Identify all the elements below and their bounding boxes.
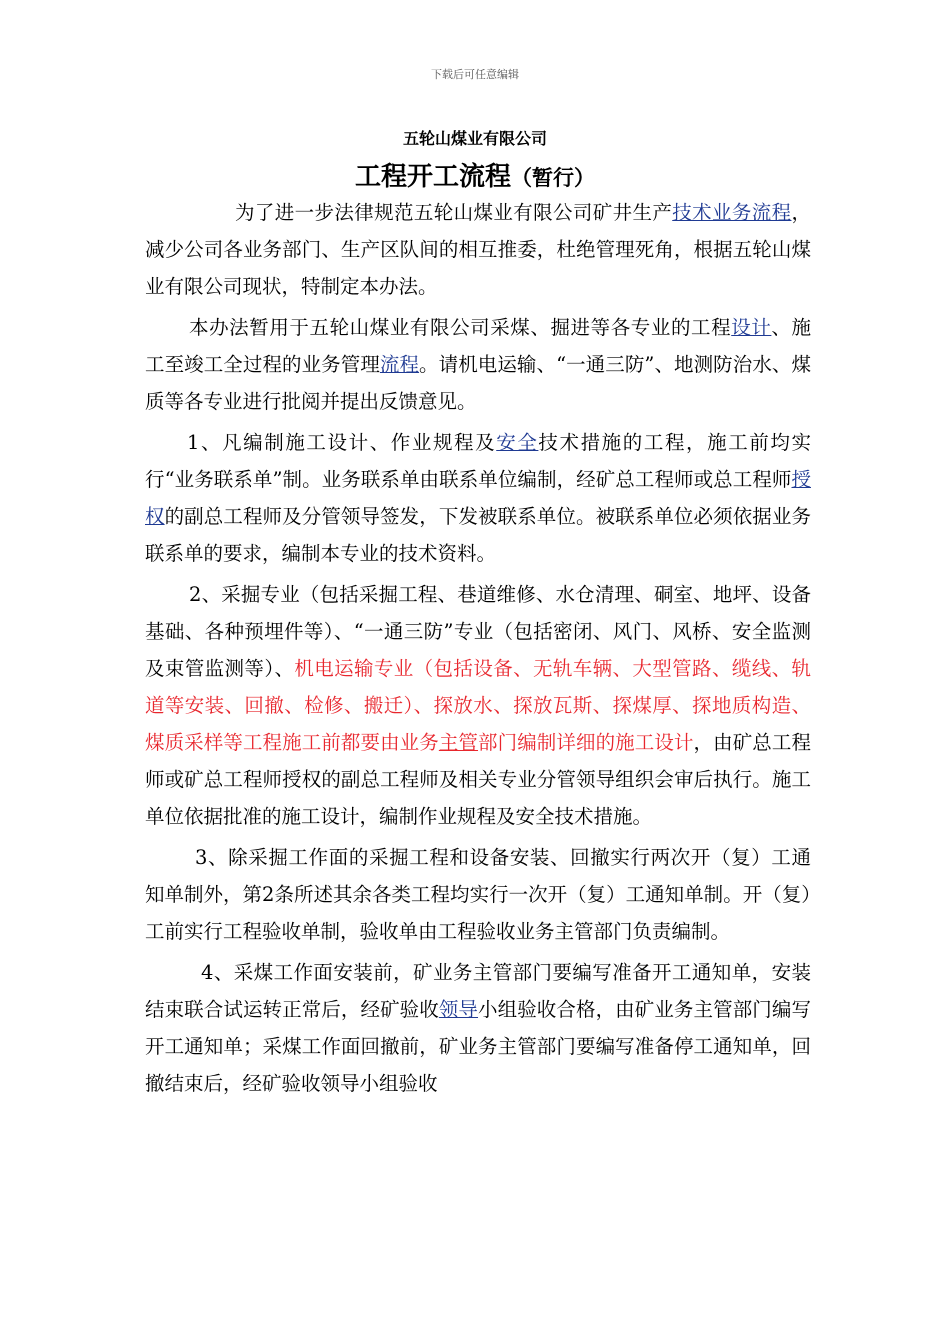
text-run: 技术措施的工程，施工前均实行“业务联系单”制。业务联系单由联系单位编制，经矿总工程师或总工程师 — [145, 431, 811, 491]
text-run: 本办法暂用于五轮山煤业有限公司采煤、掘进等各专业的工程 — [189, 316, 732, 339]
text-run: ，减少公司各业务部门、生产区队间的相互推委，杜绝管理死角，根据五轮山煤业有限公司现状，特制定本办法。 — [145, 201, 811, 298]
company-name: 五轮山煤业有限公司 — [402, 129, 547, 148]
link-safety[interactable]: 安全 — [496, 431, 539, 454]
text-run: ，由矿总工程师或矿总工程师授权的副总工程师及相关专业分管领导组织会审后执行。施工单位依据批准的施工设计，编制作业规程及安全技术措施。 — [145, 731, 811, 828]
text-run: 。请机电运输、“一通三防”、地测防治水、煤质等各专业进行批阅并提出反馈意见。 — [145, 353, 811, 413]
document-body — [145, 194, 811, 1106]
download-note: 下载后可任意编辑 — [431, 68, 519, 81]
text-run: 4、采煤工作面安装前，矿业务主管部门要编写准备开工通知单，安装结束联合试运转正常后，经矿验收 — [145, 961, 811, 1021]
text-run: 为了进一步法律规范五轮山煤业有限公司矿井生产 — [235, 201, 673, 224]
text-run: 的副总工程师及分管领导签发，下发被联系单位。被联系单位必须依据业务联系单的要求，编制本专业的技术资料。 — [145, 505, 811, 565]
text-run: 1、凡编制施工设计、作业规程及 — [187, 431, 497, 454]
paragraph-purpose — [145, 194, 811, 305]
text-run: 小组验收合格，由矿业务主管部门编写开工通知单；采煤工作面回撤前，矿业务主管部门要编写准备停工通知单，回撤结束后，经矿验收领导小组验收 — [145, 998, 811, 1095]
link-leadership[interactable]: 领导 — [438, 998, 479, 1021]
paragraph-item-4 — [145, 954, 811, 1102]
document-title — [0, 156, 950, 193]
paragraph-scope — [145, 309, 811, 420]
title-sub: （暂行） — [511, 166, 595, 190]
link-process[interactable]: 流程 — [379, 353, 420, 376]
highlighted-text: 机电运输专业（包括设备、无轨车辆、大型管路、缆线、轨道等安装、回撤、检修、搬迁）、探放水、探放瓦斯、探煤厚、探地质构造、煤质采样等工程施工前都要由业务 — [145, 657, 811, 754]
text-run: 3、除采掘工作面的采掘工程和设备安装、回撤实行两次开（复）工通知单制外，第2条所述其余各类工程均实行一次开（复）工通知单制。开（复）工前实行工程验收单制，验收单由工程验收业务主管部门负责编制。 — [145, 846, 811, 943]
paragraph-item-3 — [145, 839, 811, 950]
paragraph-item-1 — [145, 424, 811, 572]
link-business-process[interactable]: 技术业务流程 — [672, 201, 792, 224]
title-main: 工程开工流程 — [354, 162, 511, 192]
text-run: 2、采掘专业（包括采掘工程、巷道维修、水仓清理、硐室、地坪、设备基础、各种预埋件等）、“一通三防”专业（包括密闭、风门、风桥、安全监测及束管监测等）、 — [145, 583, 811, 680]
highlighted-text: 部门编制详细的施工设计 — [478, 731, 694, 754]
link-authorization[interactable]: 授权 — [145, 468, 811, 528]
link-supervisor[interactable]: 主管 — [438, 731, 479, 754]
link-design[interactable]: 设计 — [731, 316, 772, 339]
paragraph-item-2 — [145, 576, 811, 835]
text-run: 、施工至竣工全过程的业务管理 — [145, 316, 811, 376]
